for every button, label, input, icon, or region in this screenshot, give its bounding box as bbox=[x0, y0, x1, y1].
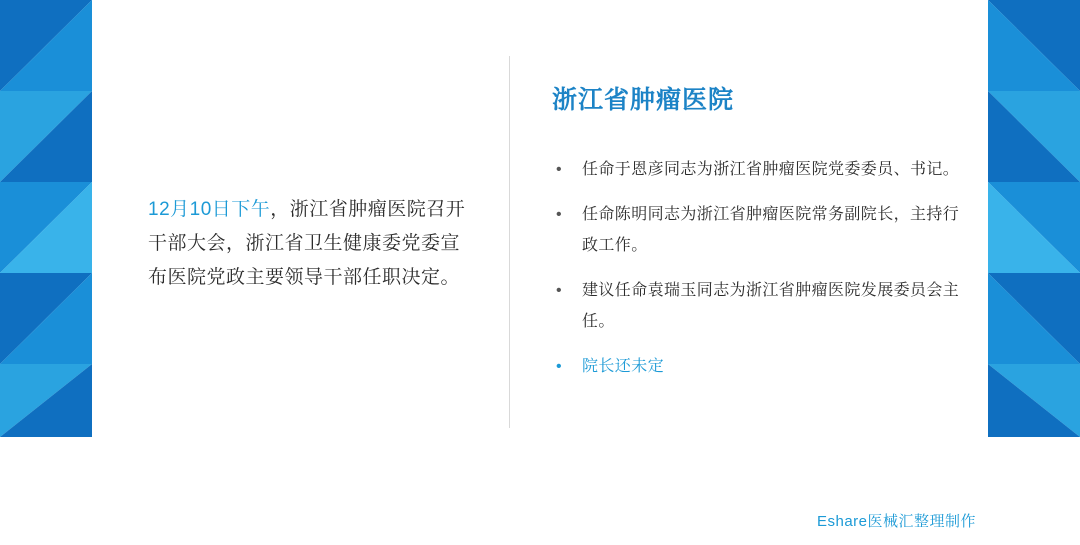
left-decoration bbox=[0, 0, 92, 545]
list-item-text: 任命陈明同志为浙江省肿瘤医院常务副院长，主持行政工作。 bbox=[582, 206, 960, 254]
appointment-list bbox=[552, 154, 972, 382]
list-item-text: 院长还未定 bbox=[582, 358, 665, 375]
footer-credit: Eshare医械汇整理制作 bbox=[816, 513, 976, 530]
intro-body: ，浙江省肿瘤医院召开干部大会，浙江省卫生健康委党委宣布医院党政主要领导干部任职决定。 bbox=[148, 199, 466, 288]
list-item bbox=[552, 199, 972, 261]
intro-paragraph bbox=[148, 193, 468, 295]
list-item-text: 任命于恩彦同志为浙江省肿瘤医院党委委员、书记。 bbox=[582, 161, 960, 178]
bullet-icon: • bbox=[556, 161, 563, 178]
intro-date: 12月10日下午 bbox=[148, 199, 271, 220]
list-item bbox=[552, 154, 972, 185]
column-divider bbox=[509, 56, 510, 428]
list-item bbox=[552, 351, 972, 382]
right-decoration bbox=[988, 0, 1080, 545]
bullet-icon: • bbox=[556, 358, 563, 375]
right-column bbox=[552, 80, 972, 382]
list-item bbox=[552, 275, 972, 337]
page-title: 浙江省肿瘤医院 bbox=[552, 86, 735, 114]
bullet-icon: • bbox=[556, 282, 563, 299]
list-item-text: 建议任命袁瑞玉同志为浙江省肿瘤医院发展委员会主任。 bbox=[582, 282, 960, 330]
bullet-icon: • bbox=[556, 206, 563, 223]
